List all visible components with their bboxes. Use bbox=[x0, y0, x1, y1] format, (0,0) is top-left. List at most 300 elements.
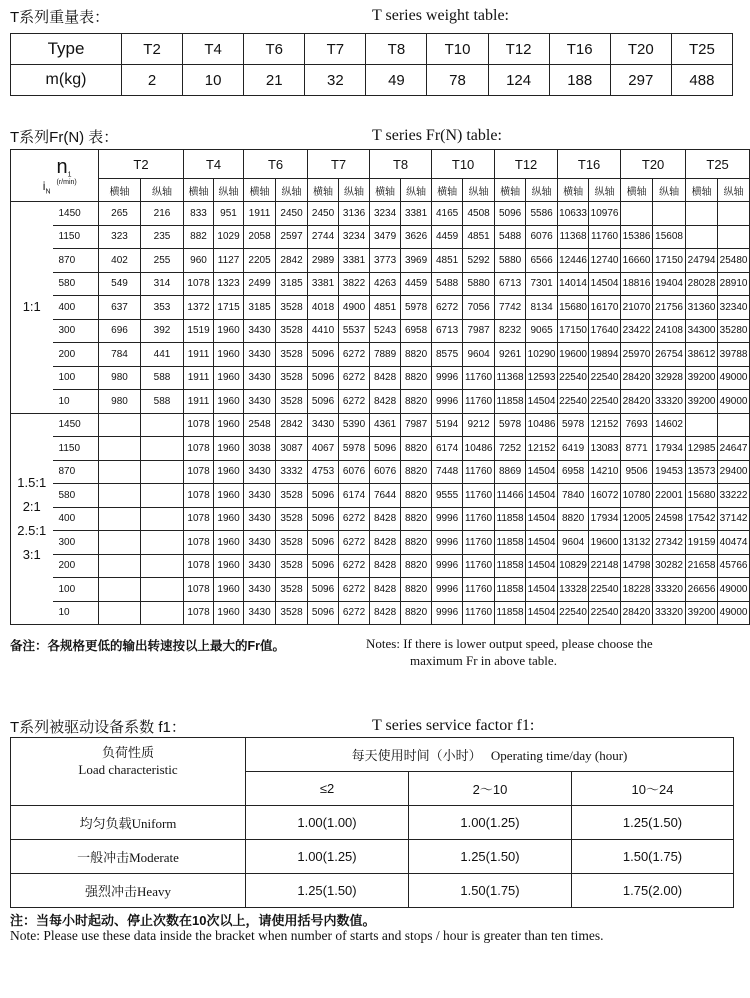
fr-value-cell bbox=[141, 554, 184, 578]
fr-value-cell: 960 bbox=[184, 249, 214, 273]
fr-model-header: T7 bbox=[308, 150, 370, 179]
fr-value-cell: 9261 bbox=[495, 343, 526, 367]
service-title-en: T series service factor f1: bbox=[372, 717, 535, 734]
fr-value-cell: 8428 bbox=[370, 601, 401, 625]
fr-value-cell: 1078 bbox=[184, 484, 214, 508]
fr-value-cell bbox=[141, 460, 184, 484]
service-row bbox=[11, 840, 734, 874]
fr-value-cell: 12985 bbox=[686, 437, 718, 461]
fr-value-cell: 16660 bbox=[621, 249, 653, 273]
load-label-en: Heavy bbox=[137, 884, 171, 899]
weight-type-cell: T10 bbox=[427, 34, 488, 65]
fr-value-cell: 2058 bbox=[244, 225, 276, 249]
fr-value-cell bbox=[99, 578, 141, 602]
fr-value-cell bbox=[141, 507, 184, 531]
fr-value-cell: 2744 bbox=[308, 225, 339, 249]
fr-value-cell: 17150 bbox=[558, 319, 589, 343]
fr-value-cell: 6566 bbox=[526, 249, 558, 273]
fr-speed-cell: 580 bbox=[53, 484, 99, 508]
fr-note-cn: 备注：各规格更低的输出转速按以上最大的Fr值。 bbox=[10, 639, 286, 653]
fr-value-cell: 14504 bbox=[526, 390, 558, 414]
fr-speed-cell: 870 bbox=[53, 460, 99, 484]
fr-value-cell: 11858 bbox=[495, 578, 526, 602]
fr-value-cell: 10486 bbox=[463, 437, 495, 461]
fr-value-cell: 15680 bbox=[558, 296, 589, 320]
fr-value-cell: 19404 bbox=[653, 272, 686, 296]
fr-value-cell: 1911 bbox=[184, 343, 214, 367]
fr-value-cell: 1960 bbox=[214, 554, 244, 578]
fr-value-cell: 3087 bbox=[276, 437, 308, 461]
fr-value-cell: 14504 bbox=[526, 601, 558, 625]
fr-value-cell: 314 bbox=[141, 272, 184, 296]
load-label-cell bbox=[11, 874, 246, 908]
fr-axis-header: 纵轴 bbox=[276, 179, 308, 202]
fr-value-cell: 25970 bbox=[621, 343, 653, 367]
fr-value-cell: 3528 bbox=[276, 366, 308, 390]
fr-value-cell: 7644 bbox=[370, 484, 401, 508]
fr-value-cell: 1372 bbox=[184, 296, 214, 320]
fr-value-cell bbox=[99, 484, 141, 508]
fr-value-cell: 11368 bbox=[558, 225, 589, 249]
fr-value-cell: 22148 bbox=[589, 554, 621, 578]
iN-sub: N bbox=[45, 188, 51, 196]
fr-value-cell: 17934 bbox=[589, 507, 621, 531]
fr-value-cell: 3234 bbox=[370, 202, 401, 226]
service-factor-cell: 1.50(1.75) bbox=[572, 840, 734, 874]
fr-ratio-label: 1.5:1 bbox=[17, 474, 47, 490]
weight-type-cell: T25 bbox=[671, 34, 732, 65]
fr-value-cell: 3332 bbox=[276, 460, 308, 484]
fr-value-cell: 22540 bbox=[589, 578, 621, 602]
fr-value-cell: 31360 bbox=[686, 296, 718, 320]
fr-value-cell bbox=[653, 202, 686, 226]
fr-value-cell: 24108 bbox=[653, 319, 686, 343]
fr-value-cell: 3822 bbox=[339, 272, 370, 296]
fr-value-cell bbox=[718, 202, 750, 226]
fr-value-cell: 7448 bbox=[432, 460, 463, 484]
fr-value-cell: 1078 bbox=[184, 601, 214, 625]
fr-value-cell: 12740 bbox=[589, 249, 621, 273]
fr-value-cell: 6076 bbox=[339, 460, 370, 484]
service-table bbox=[10, 737, 734, 908]
fr-value-cell: 45766 bbox=[718, 554, 750, 578]
fr-value-cell: 5880 bbox=[495, 249, 526, 273]
weight-type-cell: T6 bbox=[244, 34, 305, 65]
n1-unit: (r/min) bbox=[56, 179, 77, 186]
fr-value-cell: 9604 bbox=[463, 343, 495, 367]
iN-header bbox=[11, 150, 53, 202]
fr-value-cell: 3430 bbox=[244, 366, 276, 390]
fr-value-cell: 1911 bbox=[184, 390, 214, 414]
fr-axis-header: 横轴 bbox=[686, 179, 718, 202]
fr-value-cell: 12152 bbox=[589, 413, 621, 437]
fr-value-cell: 29400 bbox=[718, 460, 750, 484]
fr-value-cell: 32340 bbox=[718, 296, 750, 320]
fr-value-cell: 3430 bbox=[244, 343, 276, 367]
fr-value-cell bbox=[99, 531, 141, 555]
fr-model-header: T12 bbox=[495, 150, 558, 179]
weight-mass-cell: 488 bbox=[671, 65, 732, 96]
fr-value-cell: 11368 bbox=[495, 366, 526, 390]
fr-value-cell: 3234 bbox=[339, 225, 370, 249]
fr-data-row bbox=[11, 578, 750, 602]
fr-value-cell: 8428 bbox=[370, 578, 401, 602]
fr-value-cell bbox=[99, 460, 141, 484]
fr-value-cell: 28420 bbox=[621, 390, 653, 414]
fr-value-cell: 7889 bbox=[370, 343, 401, 367]
fr-model-header: T6 bbox=[244, 150, 308, 179]
fr-value-cell: 9996 bbox=[432, 366, 463, 390]
fr-value-cell: 8820 bbox=[401, 578, 432, 602]
fr-value-cell: 8820 bbox=[558, 507, 589, 531]
fr-value-cell: 8771 bbox=[621, 437, 653, 461]
fr-value-cell: 19600 bbox=[589, 531, 621, 555]
fr-value-cell: 1078 bbox=[184, 578, 214, 602]
fr-axis-header: 纵轴 bbox=[401, 179, 432, 202]
fr-value-cell: 33320 bbox=[653, 601, 686, 625]
fr-value-cell: 19600 bbox=[558, 343, 589, 367]
fr-value-cell: 8428 bbox=[370, 507, 401, 531]
fr-value-cell: 8134 bbox=[526, 296, 558, 320]
weight-title-en: T series weight table: bbox=[372, 7, 509, 24]
fr-value-cell: 24794 bbox=[686, 249, 718, 273]
fr-value-cell: 8428 bbox=[370, 531, 401, 555]
fr-model-header: T25 bbox=[686, 150, 750, 179]
fr-value-cell: 3430 bbox=[308, 413, 339, 437]
fr-value-cell bbox=[141, 531, 184, 555]
fr-value-cell: 353 bbox=[141, 296, 184, 320]
weight-type-row bbox=[11, 34, 733, 65]
weight-type-cell: T16 bbox=[549, 34, 610, 65]
fr-value-cell: 3185 bbox=[244, 296, 276, 320]
fr-value-cell: 3626 bbox=[401, 225, 432, 249]
fr-value-cell: 5096 bbox=[308, 507, 339, 531]
fr-value-cell: 6272 bbox=[339, 366, 370, 390]
fr-value-cell: 11760 bbox=[463, 390, 495, 414]
fr-value-cell: 1078 bbox=[184, 531, 214, 555]
fr-ratio-label: 3:1 bbox=[22, 546, 41, 562]
fr-value-cell: 23422 bbox=[621, 319, 653, 343]
fr-value-cell: 4851 bbox=[463, 225, 495, 249]
fr-value-cell: 8820 bbox=[401, 460, 432, 484]
fr-value-cell bbox=[141, 578, 184, 602]
fr-value-cell: 10290 bbox=[526, 343, 558, 367]
fr-title-cn: T系列Fr(N) 表： bbox=[10, 129, 119, 146]
fr-axis-header: 横轴 bbox=[558, 179, 589, 202]
fr-value-cell bbox=[718, 413, 750, 437]
fr-value-cell: 24647 bbox=[718, 437, 750, 461]
service-factor-cell: 1.00(1.25) bbox=[409, 806, 572, 840]
fr-value-cell: 14504 bbox=[526, 578, 558, 602]
fr-ratio-label: 2:1 bbox=[22, 498, 41, 514]
fr-value-cell: 4851 bbox=[370, 296, 401, 320]
fr-value-cell: 3430 bbox=[244, 601, 276, 625]
fr-value-cell: 2450 bbox=[276, 202, 308, 226]
fr-value-cell: 39200 bbox=[686, 366, 718, 390]
fr-speed-cell: 400 bbox=[53, 507, 99, 531]
fr-value-cell: 3528 bbox=[276, 484, 308, 508]
fr-value-cell: 3528 bbox=[276, 601, 308, 625]
fr-value-cell: 1960 bbox=[214, 460, 244, 484]
fr-value-cell: 22540 bbox=[589, 366, 621, 390]
weight-mass-cell: 188 bbox=[549, 65, 610, 96]
service-factor-cell: 1.75(2.00) bbox=[572, 874, 734, 908]
fr-value-cell: 6272 bbox=[339, 343, 370, 367]
fr-value-cell: 49000 bbox=[718, 366, 750, 390]
fr-value-cell: 4459 bbox=[432, 225, 463, 249]
fr-value-cell: 6272 bbox=[339, 390, 370, 414]
fr-value-cell: 1078 bbox=[184, 413, 214, 437]
fr-value-cell: 11858 bbox=[495, 507, 526, 531]
fr-value-cell: 11760 bbox=[463, 531, 495, 555]
fr-value-cell: 9996 bbox=[432, 578, 463, 602]
load-label-cell bbox=[11, 840, 246, 874]
fr-value-cell: 10976 bbox=[589, 202, 621, 226]
fr-speed-cell: 1150 bbox=[53, 225, 99, 249]
fr-value-cell: 5978 bbox=[558, 413, 589, 437]
fr-value-cell: 19453 bbox=[653, 460, 686, 484]
fr-value-cell: 8820 bbox=[401, 507, 432, 531]
fr-value-cell: 1078 bbox=[184, 437, 214, 461]
fr-value-cell: 14602 bbox=[653, 413, 686, 437]
fr-value-cell: 265 bbox=[99, 202, 141, 226]
fr-value-cell: 1960 bbox=[214, 601, 244, 625]
fr-value-cell bbox=[141, 484, 184, 508]
fr-value-cell: 5096 bbox=[308, 390, 339, 414]
fr-value-cell: 5978 bbox=[339, 437, 370, 461]
fr-value-cell: 11760 bbox=[463, 366, 495, 390]
fr-value-cell: 28910 bbox=[718, 272, 750, 296]
fr-value-cell: 28420 bbox=[621, 366, 653, 390]
fr-data-row bbox=[11, 554, 750, 578]
fr-value-cell: 5096 bbox=[308, 531, 339, 555]
iN-label: i bbox=[42, 178, 46, 193]
load-header-en: Load characteristic bbox=[78, 762, 178, 777]
fr-value-cell: 14504 bbox=[526, 484, 558, 508]
fr-data-row bbox=[11, 460, 750, 484]
fr-value-cell: 9996 bbox=[432, 554, 463, 578]
fr-value-cell: 3528 bbox=[276, 554, 308, 578]
fr-value-cell: 3430 bbox=[244, 484, 276, 508]
fr-value-cell: 22540 bbox=[558, 601, 589, 625]
weight-type-cell: T2 bbox=[122, 34, 183, 65]
load-header-cn: 负荷性质 bbox=[101, 745, 154, 760]
fr-axis-header: 纵轴 bbox=[339, 179, 370, 202]
fr-value-cell: 27342 bbox=[653, 531, 686, 555]
weight-type-cell: T12 bbox=[488, 34, 549, 65]
fr-value-cell: 9555 bbox=[432, 484, 463, 508]
fr-value-cell: 6076 bbox=[370, 460, 401, 484]
fr-axis-header: 横轴 bbox=[432, 179, 463, 202]
time-header-cn: 每天使用时间（小时） bbox=[351, 748, 482, 763]
fr-value-cell: 5390 bbox=[339, 413, 370, 437]
fr-data-row bbox=[11, 366, 750, 390]
fr-speed-cell: 1150 bbox=[53, 437, 99, 461]
fr-value-cell: 11760 bbox=[463, 484, 495, 508]
fr-value-cell: 1029 bbox=[214, 225, 244, 249]
fr-value-cell: 5243 bbox=[370, 319, 401, 343]
fr-value-cell: 8428 bbox=[370, 366, 401, 390]
fr-value-cell: 16072 bbox=[589, 484, 621, 508]
fr-value-cell: 4459 bbox=[401, 272, 432, 296]
service-note-en: Note: Please use these data inside the bracket when number of starts and stops / hour is greater than ten times. bbox=[10, 928, 604, 943]
fr-value-cell: 1960 bbox=[214, 366, 244, 390]
fr-value-cell: 11760 bbox=[463, 554, 495, 578]
fr-value-cell: 9212 bbox=[463, 413, 495, 437]
weight-type-label: Type bbox=[11, 34, 122, 65]
fr-value-cell: 3528 bbox=[276, 507, 308, 531]
fr-value-cell: 3430 bbox=[244, 507, 276, 531]
fr-value-cell: 5096 bbox=[308, 484, 339, 508]
fr-value-cell: 6419 bbox=[558, 437, 589, 461]
fr-value-cell: 2597 bbox=[276, 225, 308, 249]
fr-value-cell: 3773 bbox=[370, 249, 401, 273]
fr-ratio-label: 1:1 bbox=[22, 299, 41, 315]
fr-value-cell: 1911 bbox=[244, 202, 276, 226]
fr-value-cell: 1519 bbox=[184, 319, 214, 343]
fr-value-cell: 3528 bbox=[276, 319, 308, 343]
fr-axis-header: 纵轴 bbox=[589, 179, 621, 202]
fr-model-header: T4 bbox=[184, 150, 244, 179]
fr-speed-cell: 100 bbox=[53, 578, 99, 602]
fr-value-cell: 3479 bbox=[370, 225, 401, 249]
fr-value-cell: 6272 bbox=[339, 601, 370, 625]
fr-value-cell: 3381 bbox=[339, 249, 370, 273]
fr-axis-header: 横轴 bbox=[244, 179, 276, 202]
fr-value-cell: 5096 bbox=[308, 554, 339, 578]
fr-value-cell: 39200 bbox=[686, 601, 718, 625]
fr-value-cell: 10486 bbox=[526, 413, 558, 437]
fr-value-cell: 1960 bbox=[214, 531, 244, 555]
fr-data-row bbox=[11, 319, 750, 343]
fr-value-cell: 549 bbox=[99, 272, 141, 296]
fr-value-cell: 1960 bbox=[214, 343, 244, 367]
fr-title-en: T series Fr(N) table: bbox=[372, 127, 502, 144]
fr-value-cell: 8575 bbox=[432, 343, 463, 367]
weight-type-cell: T7 bbox=[305, 34, 366, 65]
weight-mass-cell: 10 bbox=[183, 65, 244, 96]
fr-data-row bbox=[11, 225, 750, 249]
fr-value-cell: 22540 bbox=[558, 390, 589, 414]
fr-value-cell: 12593 bbox=[526, 366, 558, 390]
fr-value-cell bbox=[686, 413, 718, 437]
fr-value-cell: 11858 bbox=[495, 531, 526, 555]
weight-type-cell: T20 bbox=[610, 34, 671, 65]
fr-value-cell bbox=[99, 507, 141, 531]
fr-value-cell: 8428 bbox=[370, 554, 401, 578]
fr-value-cell: 5096 bbox=[308, 343, 339, 367]
load-label-cn: 强烈冲击 bbox=[85, 884, 138, 899]
fr-value-cell: 12152 bbox=[526, 437, 558, 461]
fr-value-cell: 11760 bbox=[463, 578, 495, 602]
fr-value-cell: 3528 bbox=[276, 296, 308, 320]
fr-value-cell: 21070 bbox=[621, 296, 653, 320]
fr-value-cell: 3381 bbox=[401, 202, 432, 226]
fr-value-cell: 18228 bbox=[621, 578, 653, 602]
fr-model-header: T16 bbox=[558, 150, 621, 179]
service-factor-cell: 1.00(1.00) bbox=[246, 806, 409, 840]
fr-value-cell: 3528 bbox=[276, 578, 308, 602]
fr-data-row bbox=[11, 507, 750, 531]
fr-note-en-line1: Notes: If there is lower output speed, please choose the bbox=[366, 636, 653, 651]
fr-value-cell: 3430 bbox=[244, 531, 276, 555]
fr-value-cell: 2499 bbox=[244, 272, 276, 296]
fr-value-cell: 6076 bbox=[526, 225, 558, 249]
fr-value-cell: 14210 bbox=[589, 460, 621, 484]
fr-value-cell: 39788 bbox=[718, 343, 750, 367]
fr-value-cell: 235 bbox=[141, 225, 184, 249]
fr-speed-cell: 1450 bbox=[53, 413, 99, 437]
fr-model-header-row bbox=[11, 150, 750, 179]
load-label-en: Uniform bbox=[131, 816, 177, 831]
n1-header bbox=[53, 150, 99, 202]
fr-value-cell: 3430 bbox=[244, 390, 276, 414]
fr-value-cell: 6272 bbox=[432, 296, 463, 320]
fr-value-cell: 32928 bbox=[653, 366, 686, 390]
service-title-cn: T系列被驱动设备系数 f1： bbox=[10, 719, 186, 736]
weight-mass-cell: 21 bbox=[244, 65, 305, 96]
fr-value-cell: 6272 bbox=[339, 578, 370, 602]
service-factor-cell: 1.25(1.50) bbox=[572, 806, 734, 840]
fr-value-cell: 4018 bbox=[308, 296, 339, 320]
fr-value-cell bbox=[686, 202, 718, 226]
fr-axis-header: 纵轴 bbox=[214, 179, 244, 202]
fr-value-cell: 33320 bbox=[653, 390, 686, 414]
fr-axis-header: 纵轴 bbox=[526, 179, 558, 202]
fr-axis-header: 横轴 bbox=[370, 179, 401, 202]
fr-value-cell: 588 bbox=[141, 390, 184, 414]
fr-model-header: T20 bbox=[621, 150, 686, 179]
fr-value-cell: 37142 bbox=[718, 507, 750, 531]
service-row bbox=[11, 806, 734, 840]
fr-value-cell: 5096 bbox=[308, 366, 339, 390]
fr-value-cell: 14504 bbox=[526, 531, 558, 555]
fr-value-cell bbox=[141, 437, 184, 461]
fr-value-cell: 17542 bbox=[686, 507, 718, 531]
fr-value-cell: 14798 bbox=[621, 554, 653, 578]
fr-value-cell: 33320 bbox=[653, 578, 686, 602]
fr-value-cell: 34300 bbox=[686, 319, 718, 343]
fr-value-cell bbox=[718, 225, 750, 249]
fr-value-cell: 1960 bbox=[214, 319, 244, 343]
fr-value-cell: 10780 bbox=[621, 484, 653, 508]
fr-axis-header: 横轴 bbox=[184, 179, 214, 202]
fr-value-cell bbox=[99, 601, 141, 625]
fr-value-cell bbox=[141, 413, 184, 437]
weight-mass-cell: 297 bbox=[610, 65, 671, 96]
n1-sub: 1 bbox=[67, 171, 72, 179]
fr-value-cell: 14014 bbox=[558, 272, 589, 296]
fr-value-cell: 8820 bbox=[401, 484, 432, 508]
fr-value-cell: 1078 bbox=[184, 272, 214, 296]
service-factor-cell: 1.25(1.50) bbox=[246, 874, 409, 908]
fr-value-cell: 22001 bbox=[653, 484, 686, 508]
fr-data-row bbox=[11, 343, 750, 367]
fr-value-cell: 4508 bbox=[463, 202, 495, 226]
fr-model-header: T8 bbox=[370, 150, 432, 179]
fr-value-cell: 30282 bbox=[653, 554, 686, 578]
fr-value-cell: 7301 bbox=[526, 272, 558, 296]
fr-value-cell: 14504 bbox=[526, 460, 558, 484]
fr-value-cell: 216 bbox=[141, 202, 184, 226]
fr-value-cell: 6272 bbox=[339, 507, 370, 531]
fr-value-cell: 323 bbox=[99, 225, 141, 249]
fr-value-cell: 15680 bbox=[686, 484, 718, 508]
fr-value-cell: 4753 bbox=[308, 460, 339, 484]
fr-value-cell: 3038 bbox=[244, 437, 276, 461]
fr-ratio-cell bbox=[11, 413, 53, 625]
fr-value-cell: 40474 bbox=[718, 531, 750, 555]
